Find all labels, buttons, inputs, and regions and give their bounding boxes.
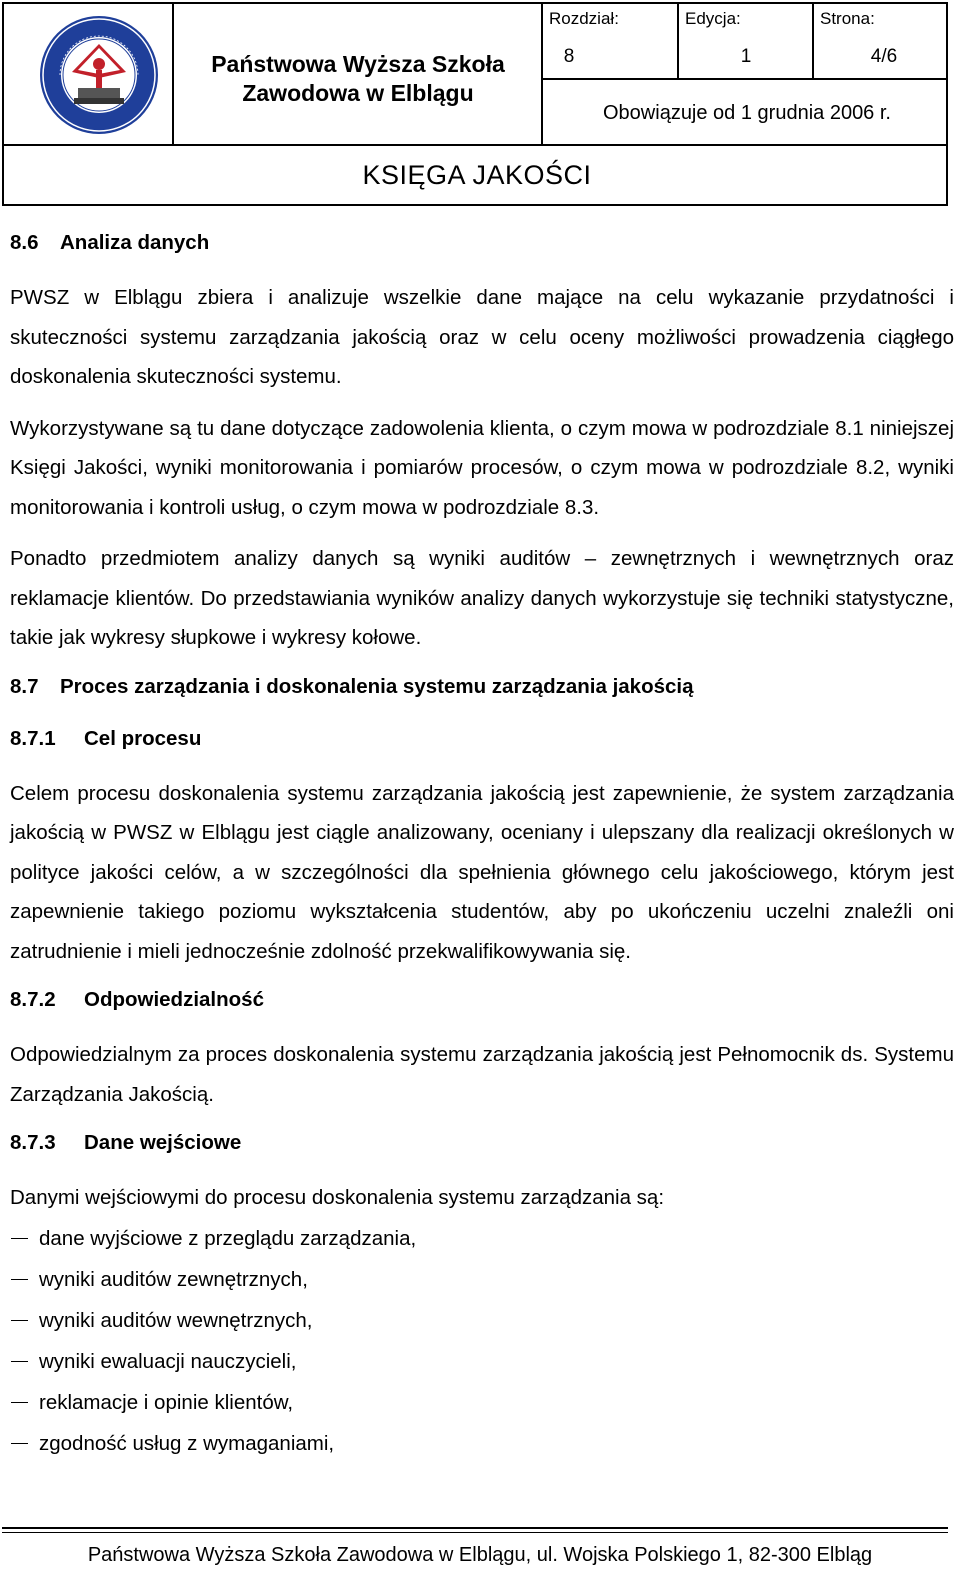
institution-name-line2: Zawodowa w Elblągu: [242, 80, 474, 106]
list-item: wyniki auditów wewnętrznych,: [10, 1300, 954, 1341]
section-title: Dane wejściowe: [84, 1131, 242, 1154]
section-heading: [10, 226, 954, 260]
edition-label: Edycja:: [685, 9, 741, 28]
section-title: Cel procesu: [84, 726, 202, 750]
paragraph: Danymi wejściowymi do procesu doskonalenia systemu zarządzania są:: [10, 1186, 665, 1209]
section-title: Proces zarządzania i doskonalenia systemu zarządzania jakością: [60, 674, 694, 698]
subsection-heading: [10, 983, 954, 1017]
header-divider: [677, 4, 679, 80]
section-number: 8.7.1: [10, 726, 56, 750]
document-body: [10, 226, 954, 1464]
page-footer: Państwowa Wyższa Szkoła Zawodowa w Elblągu, ul. Wojska Polskiego 1, 82-300 Elbląg: [87, 1544, 873, 1566]
document-title: KSIĘGA JAKOŚCI: [362, 160, 592, 190]
footer-rule: [2, 1532, 948, 1533]
document-header: [2, 2, 948, 206]
list-item: dane wyjściowe z przeglądu zarządzania,: [10, 1218, 954, 1259]
institution-name: [174, 50, 542, 108]
paragraph: Celem procesu doskonalenia systemu zarządzania jakością jest zapewnienie, że system zarządzania jakością w PWSZ w Elblągu jest ciągle analizowany, oceniany i ulepszany dla realizacji określonych w polityce jakości celów, a w szczególności dla spełnienia głównego celu jakościowego, którym jest zapewnienie takiego poziomu wykształcenia studentów, aby po ukończeniu uczelni znaleźli oni zatrudnienie i mieli jednocześnie zdolność przekwalifikowywania się.: [10, 781, 954, 963]
page-label: Strona:: [820, 9, 875, 28]
list-item: reklamacje i opinie klientów,: [10, 1382, 954, 1423]
edition-value: 1: [740, 46, 752, 67]
valid-from: Obowiązuje od 1 grudnia 2006 r.: [603, 102, 891, 124]
header-divider: [4, 144, 946, 146]
section-number: 8.7.2: [10, 988, 56, 1011]
page-value: 4/6: [870, 46, 898, 67]
header-divider: [541, 78, 946, 80]
section-number: 8.7.3: [10, 1131, 56, 1154]
list-item: wyniki auditów zewnętrznych,: [10, 1259, 954, 1300]
university-seal-logo: [38, 14, 160, 136]
list-item: wyniki ewaluacji nauczycieli,: [10, 1341, 954, 1382]
institution-name-line1: Państwowa Wyższa Szkoła: [211, 51, 505, 77]
paragraph: Wykorzystywane są tu dane dotyczące zadowolenia klienta, o czym mowa w podrozdziale 8.1 niniejszej Księgi Jakości, wyniki monitorowania i pomiarów procesów, o czym mowa w podrozdziale 8.2, wyniki monitorowania i kontroli usług, o czym mowa w podrozdziale 8.3.: [10, 416, 954, 519]
section-title: Analiza danych: [60, 231, 210, 254]
subsection-heading: [10, 722, 954, 756]
section-title: Odpowiedzialność: [84, 988, 264, 1011]
section-heading: [10, 670, 954, 704]
inputs-list: [10, 1218, 954, 1464]
subsection-heading: [10, 1126, 954, 1160]
paragraph: Ponadto przedmiotem analizy danych są wyniki auditów – zewnętrznych i wewnętrznych oraz reklamacje klientów. Do przedstawiania wyników analizy danych wykorzystuje się techniki statystyczne, takie jak wykresy słupkowe i wykresy kołowe.: [10, 547, 954, 649]
chapter-value: 8: [563, 46, 575, 67]
paragraph: PWSZ w Elblągu zbiera i analizuje wszelkie dane mające na celu wykazanie przydatności i skuteczności systemu zarządzania jakością oraz w celu oceny możliwości prowadzenia ciągłego doskonalenia skuteczności systemu.: [10, 286, 954, 388]
section-number: 8.6: [10, 231, 39, 254]
list-item: zgodność usług z wymaganiami,: [10, 1423, 954, 1464]
footer-rule: [2, 1527, 948, 1529]
chapter-label: Rozdział:: [549, 9, 619, 28]
header-divider: [812, 4, 814, 80]
paragraph: Odpowiedzialnym za proces doskonalenia systemu zarządzania jakością jest Pełnomocnik ds. Systemu Zarządzania Jakością.: [10, 1043, 954, 1106]
section-number: 8.7: [10, 674, 39, 698]
